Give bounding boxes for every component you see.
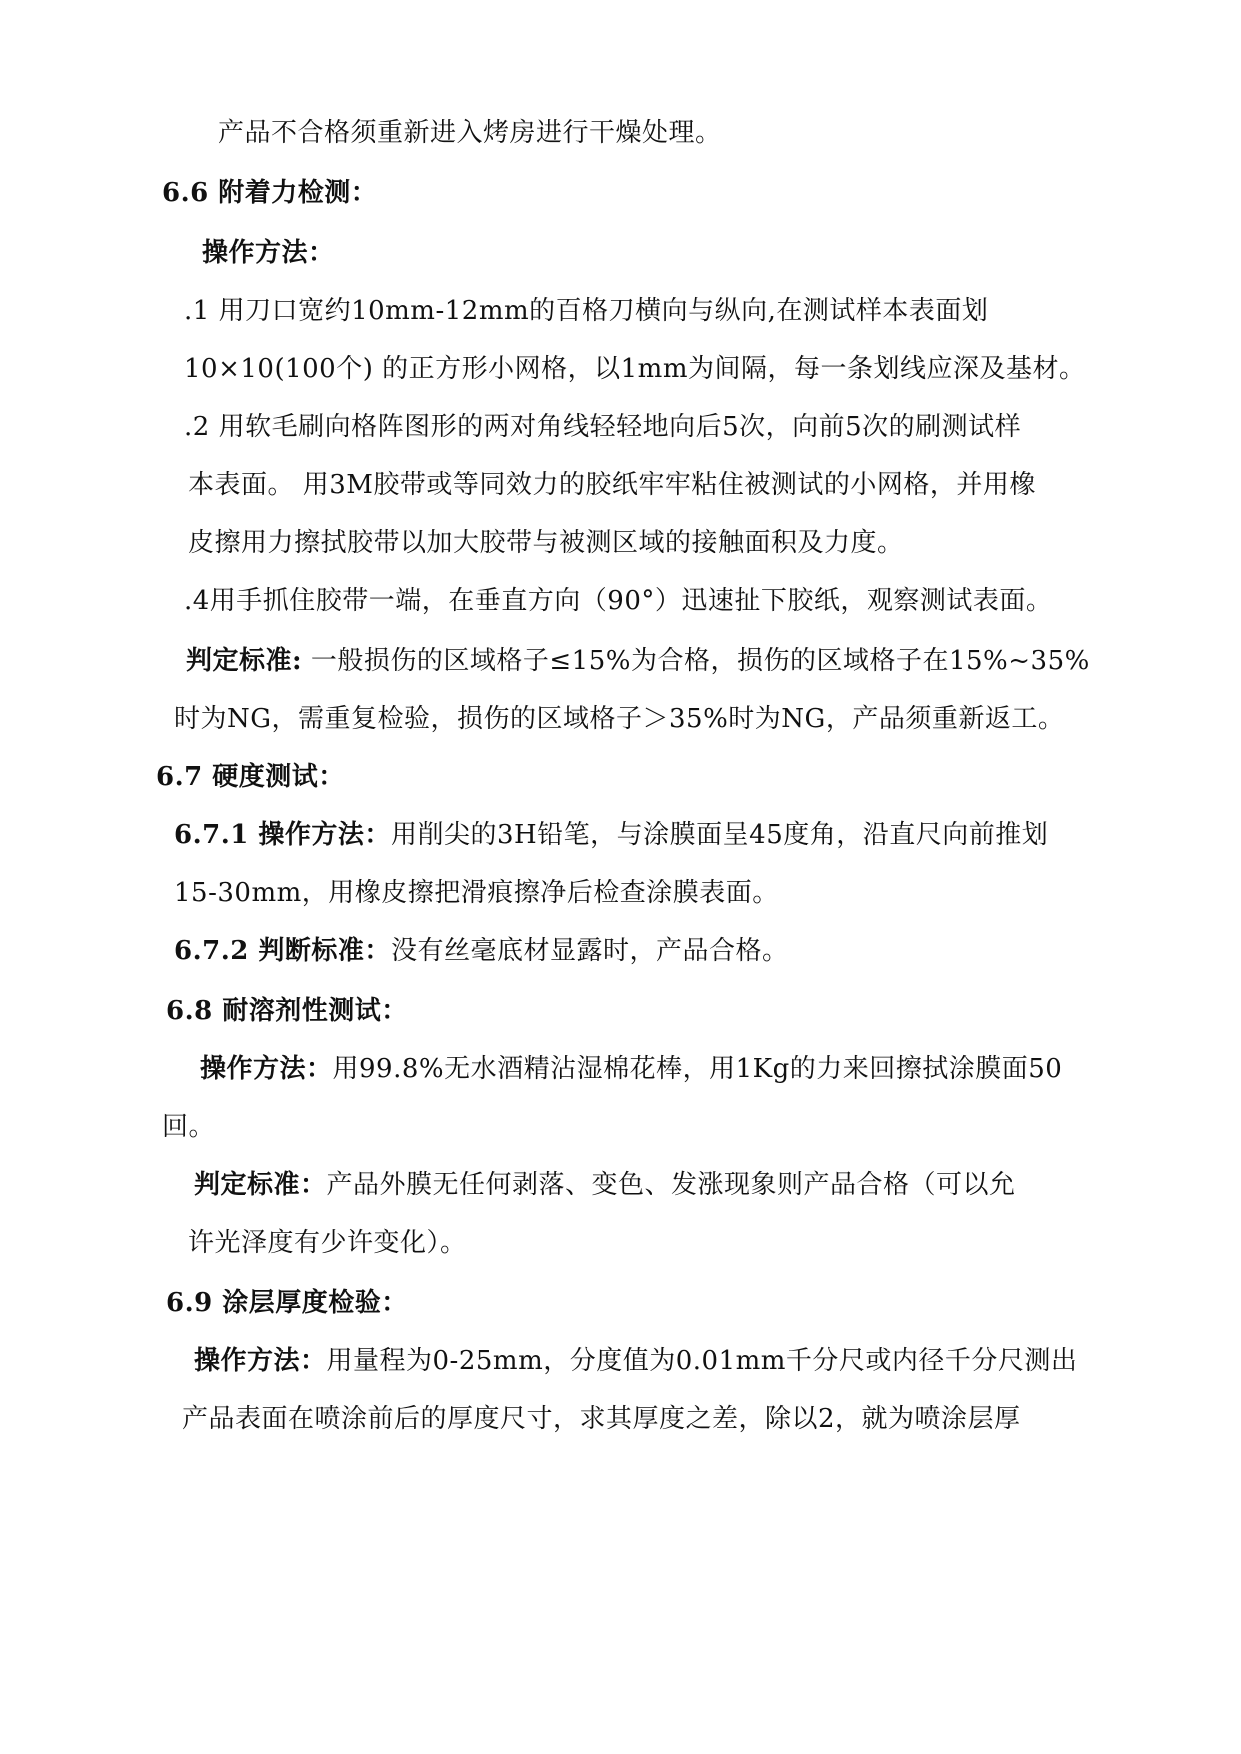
line-text: 用削尖的3H铅笔，与涂膜面呈45度角，沿直尺向前推划 — [390, 820, 1049, 850]
heading-text: 6.8 耐溶剂性测试： — [166, 996, 408, 1026]
section-heading-6-9 — [166, 1286, 408, 1320]
line-text: 产品外膜无任何剥落、变色、发涨现象则产品合格（可以允 — [326, 1170, 1016, 1200]
line-text: 用99.8%无水酒精沾湿棉花棒，用1Kg的力来回擦拭涂膜面50 — [332, 1054, 1063, 1084]
criteria-line — [174, 934, 788, 968]
criteria-label: 操作方法： — [200, 1054, 333, 1084]
line-text: 用量程为0-25mm，分度值为0.01mm千分尺或内径千分尺测出 — [326, 1346, 1078, 1376]
criteria-line — [200, 1052, 1062, 1086]
line-text: 产品表面在喷涂前后的厚度尺寸，求其厚度之差，除以2，就为喷涂层厚 — [182, 1404, 1021, 1434]
criteria-label: 判定标准: — [186, 646, 303, 676]
paragraph-line — [218, 116, 722, 150]
heading-text: 6.7 硬度测试： — [156, 762, 345, 792]
paragraph-line — [188, 468, 1036, 502]
criteria-label: 6.7.1 操作方法： — [174, 820, 391, 850]
line-text: 10×10(100个) 的正方形小网格，以1mm为间隔，每一条划线应深及基材。 — [184, 354, 1086, 384]
criteria-line — [186, 644, 1090, 678]
line-text: 产品不合格须重新进入烤房进行干燥处理。 — [218, 118, 722, 148]
paragraph-line — [162, 1110, 215, 1144]
paragraph-line — [184, 584, 1052, 618]
line-text: 皮擦用力擦拭胶带以加大胶带与被测区域的接触面积及力度。 — [188, 528, 904, 558]
paragraph-line — [182, 1402, 1021, 1436]
paragraph-line — [184, 352, 1085, 386]
section-heading-6-8 — [166, 994, 408, 1028]
paragraph-line — [188, 526, 904, 560]
line-text: 15-30mm，用橡皮擦把滑痕擦净后检查涂膜表面。 — [174, 878, 779, 908]
heading-text: 6.9 涂层厚度检验： — [166, 1288, 408, 1318]
paragraph-line — [174, 702, 1064, 736]
criteria-label: 操作方法： — [194, 1346, 327, 1376]
line-text: 没有丝毫底材显露时，产品合格。 — [390, 936, 789, 966]
paragraph-line — [188, 1226, 467, 1260]
criteria-line — [174, 818, 1048, 852]
section-heading-6-7 — [156, 760, 345, 794]
heading-text: 6.6 附着力检测： — [162, 178, 378, 208]
criteria-label: 判定标准： — [194, 1170, 327, 1200]
criteria-line — [194, 1168, 1016, 1202]
section-heading-6-6 — [162, 176, 377, 210]
paragraph-line — [184, 294, 988, 328]
line-text: 许光泽度有少许变化）。 — [188, 1228, 467, 1258]
criteria-line — [194, 1344, 1077, 1378]
line-text: 回。 — [162, 1112, 216, 1142]
line-text: .1 用刀口宽约10mm-12mm的百格刀横向与纵向,在测试样本表面划 — [184, 296, 989, 326]
line-text: 本表面。 用3M胶带或等同效力的胶纸牢牢粘住被测试的小网格，并用橡 — [188, 470, 1036, 500]
line-text: .2 用软毛刷向格阵图形的两对角线轻轻地向后5次，向前5次的刷测试样 — [184, 412, 1022, 442]
paragraph-line — [184, 410, 1021, 444]
criteria-label: 6.7.2 判断标准： — [174, 936, 391, 966]
line-text: 一般损伤的区域格子≤15%为合格，损伤的区域格子在15%~35% — [302, 646, 1090, 676]
paragraph-line — [174, 876, 779, 910]
heading-text: 操作方法： — [202, 238, 335, 268]
line-text: 时为NG，需重复检验，损伤的区域格子＞35%时为NG，产品须重新返工。 — [174, 704, 1065, 734]
subheading-operation-method — [202, 236, 335, 270]
line-text: .4用手抓住胶带一端，在垂直方向（90°）迅速扯下胶纸，观察测试表面。 — [184, 586, 1053, 616]
